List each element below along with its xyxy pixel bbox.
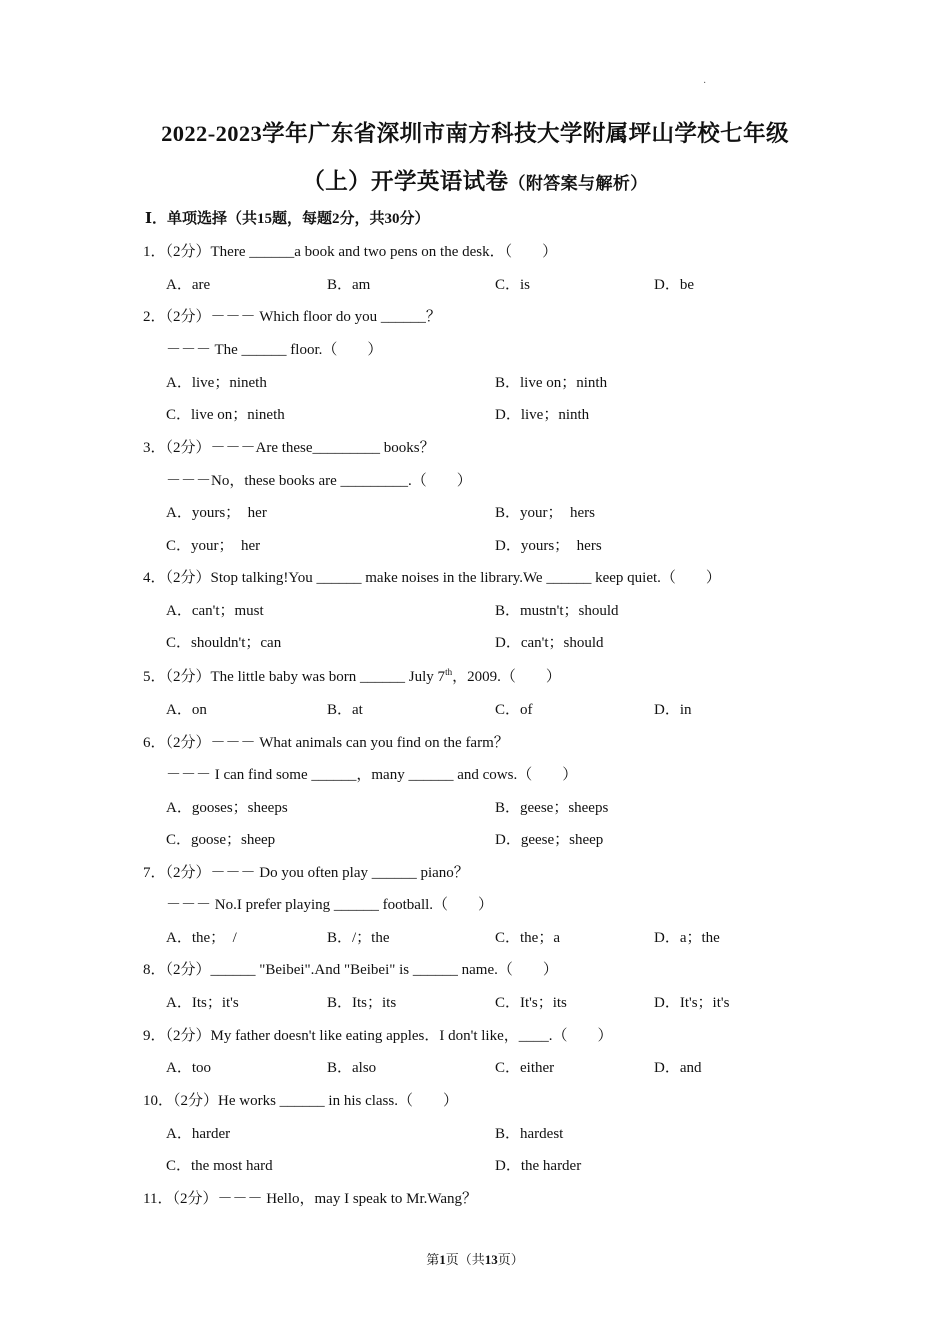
page-dot: · bbox=[703, 78, 707, 89]
question-3-stem-2: －－－No，these books are _________.（ ） bbox=[166, 473, 472, 489]
footer-total-pages: 13 bbox=[484, 1252, 498, 1267]
question-3-option-d: D．yours； hers bbox=[495, 538, 602, 554]
footer-page-number: 1 bbox=[439, 1252, 446, 1267]
question-1-option-c: C．is bbox=[495, 277, 531, 293]
footer-suffix: 页） bbox=[497, 1252, 524, 1267]
question-2-option-c: C．live on；nineth bbox=[166, 407, 285, 423]
question-1-option-b: B．am bbox=[327, 277, 371, 293]
title-main: （上）开学英语试卷 bbox=[302, 169, 509, 194]
title-subtitle: （附答案与解析） bbox=[508, 174, 648, 193]
question-8-stem: 8．（2分）______ "Beibei".And "Beibei" is ______ name.（ ） bbox=[143, 962, 558, 978]
question-3-option-b: B．your； hers bbox=[495, 505, 595, 521]
question-3-option-c: C．your； her bbox=[166, 538, 261, 554]
question-4-option-a: A．can't；must bbox=[166, 603, 264, 619]
question-10-stem: 10．（2分）He works ______ in his class.（ ） bbox=[143, 1093, 458, 1109]
question-6-stem-2: －－－ I can find some ______，many ______ and cows.（ ） bbox=[166, 767, 578, 783]
question-7-option-b: B．/；the bbox=[327, 930, 390, 946]
question-6-stem: 6．（2分）－－－ What animals can you find on the farm？ bbox=[143, 735, 509, 751]
question-5-option-b: B．at bbox=[327, 702, 363, 718]
question-10-option-a: A．harder bbox=[166, 1126, 231, 1142]
question-5-stem bbox=[143, 667, 561, 687]
question-9-option-b: B．also bbox=[327, 1060, 377, 1076]
question-5-option-c: C．of bbox=[495, 702, 533, 718]
question-1-stem: 1．（2分）There ______a book and two pens on the desk．（ ） bbox=[143, 244, 558, 260]
question-7-option-a: A．the； / bbox=[166, 930, 237, 946]
question-7-option-d: D．a；the bbox=[654, 930, 720, 946]
question-5-option-a: A．on bbox=[166, 702, 207, 718]
question-10-option-d: D．the harder bbox=[495, 1158, 582, 1174]
question-3-option-a: A．yours； her bbox=[166, 505, 267, 521]
question-4-option-b: B．mustn't；should bbox=[495, 603, 619, 619]
question-4-option-d: D．can't；should bbox=[495, 635, 604, 651]
question-5-option-d: D．in bbox=[654, 702, 692, 718]
question-4-stem: 4．（2分）Stop talking!You ______ make noises in the library.We ______ keep quiet.（ ） bbox=[143, 570, 721, 586]
question-10-option-c: C．the most hard bbox=[166, 1158, 273, 1174]
question-9-option-d: D．and bbox=[654, 1060, 702, 1076]
question-10-option-b: B．hardest bbox=[495, 1126, 564, 1142]
question-9-option-a: A．too bbox=[166, 1060, 212, 1076]
section-heading: Ⅰ．单项选择（共15题，每题2分，共30分） bbox=[145, 211, 430, 227]
question-7-stem: 7．（2分）－－－ Do you often play ______ piano？ bbox=[143, 865, 469, 881]
page-footer bbox=[0, 1249, 950, 1268]
document-title-line2 bbox=[0, 164, 950, 196]
question-3-stem: 3．（2分）－－－Are these_________ books？ bbox=[143, 440, 435, 456]
question-2-option-b: B．live on；ninth bbox=[495, 375, 608, 391]
question-8-option-c: C．It's；its bbox=[495, 995, 567, 1011]
question-2-stem-2: －－－ The ______ floor.（ ） bbox=[166, 342, 383, 358]
question-4-option-c: C．shouldn't；can bbox=[166, 635, 282, 651]
question-1-option-a: A．are bbox=[166, 277, 211, 293]
question-2-option-a: A．live；nineth bbox=[166, 375, 267, 391]
question-8-option-a: A．Its；it's bbox=[166, 995, 239, 1011]
question-2-option-d: D．live；ninth bbox=[495, 407, 590, 423]
footer-mid: 页（共 bbox=[445, 1252, 485, 1267]
question-7-option-c: C．the；a bbox=[495, 930, 560, 946]
question-9-option-c: C．either bbox=[495, 1060, 555, 1076]
footer-prefix: 第 bbox=[426, 1252, 440, 1267]
question-8-option-b: B．Its；its bbox=[327, 995, 397, 1011]
question-6-option-d: D．geese；sheep bbox=[495, 832, 604, 848]
document-title-line1: 2022-2023学年广东省深圳市南方科技大学附属坪山学校七年级 bbox=[161, 121, 789, 146]
question-7-stem-2: －－－ No.I prefer playing ______ football.（ ） bbox=[166, 897, 494, 913]
question-5-stem-tail: ，2009.（ ） bbox=[452, 669, 561, 685]
question-6-option-b: B．geese；sheeps bbox=[495, 800, 609, 816]
question-6-option-a: A．gooses；sheeps bbox=[166, 800, 288, 816]
question-8-option-d: D．It's；it's bbox=[654, 995, 730, 1011]
question-11-stem: 11．（2分）－－－ Hello，may I speak to Mr.Wang？ bbox=[143, 1191, 478, 1207]
question-1-option-d: D．be bbox=[654, 277, 694, 293]
question-5-superscript: th bbox=[445, 667, 453, 677]
question-9-stem: 9．（2分）My father doesn't like eating apples．I don't like，____.（ ） bbox=[143, 1028, 613, 1044]
question-5-stem-text: 5．（2分）The little baby was born ______ July 7 bbox=[143, 669, 446, 685]
question-6-option-c: C．goose；sheep bbox=[166, 832, 276, 848]
question-2-stem: 2．（2分）－－－ Which floor do you ______？ bbox=[143, 309, 441, 325]
